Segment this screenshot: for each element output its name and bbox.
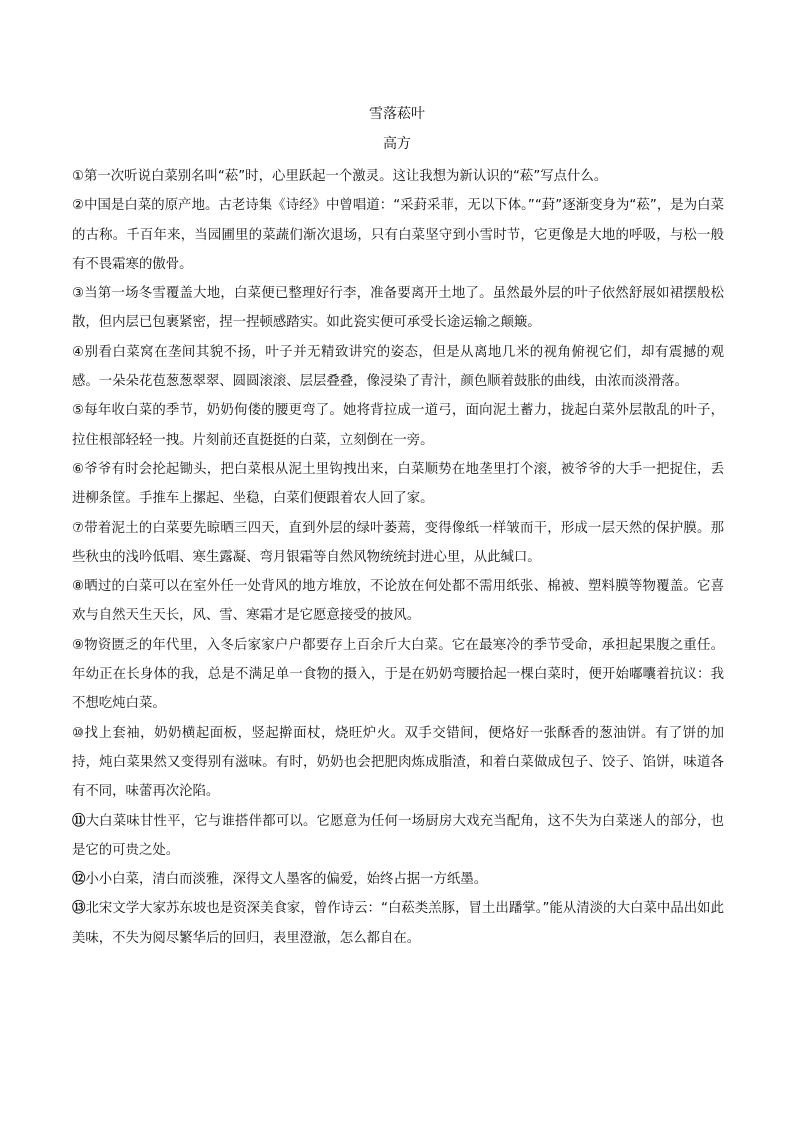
paragraph-number: ⑧ <box>72 579 85 595</box>
paragraph-number: ⑥ <box>72 461 85 477</box>
paragraph-4 <box>72 338 724 397</box>
paragraph-text: 第一次听说白菜别名叫“菘”时，心里跃起一个激灵。这让我想为新认识的“菘”写点什么。 <box>84 169 608 184</box>
paragraph-2 <box>72 191 724 279</box>
article-author: 高方 <box>383 136 411 152</box>
paragraph-number: ⑩ <box>72 725 85 741</box>
paragraph-number: ⑦ <box>72 520 85 536</box>
paragraph-text: 大白菜味甘性平，它与谁搭伴都可以。它愿意为任何一场厨房大戏充当配角，这不失为白菜迷人的部分，也是它的可贵之处。 <box>72 813 725 858</box>
paragraph-text: 物资匮乏的年代里，入冬后家家户户都要存上百余斤大白菜。它在最寒冷的季节受命，承担起果腹之重任。年幼正在长身体的我，总是不满足单一食物的摄入，于是在奶奶弯腰拾起一棵白菜时，便开始嘟囔着抗议：我不想吃炖白菜。 <box>72 637 724 712</box>
paragraph-number: ③ <box>72 286 85 302</box>
paragraph-text: 中国是白菜的原产地。古老诗集《诗经》中曾唱道：“采葑采菲，无以下体。”“葑”逐渐变身为“菘”，是为白菜的古称。千百年来，当园圃里的菜蔬们渐次退场，只有白菜坚守到小雪时节，它更像是大地的呼吸，与松一般有不畏霜寒的傲骨。 <box>72 198 724 272</box>
paragraph-1 <box>72 162 724 191</box>
paragraph-number: ⑫ <box>72 872 86 888</box>
article-body <box>72 162 724 953</box>
paragraph-7 <box>72 514 724 573</box>
paragraph-10 <box>72 719 724 807</box>
paragraph-8 <box>72 572 724 631</box>
paragraph-text: 爷爷有时会抡起锄头，把白菜根从泥土里钩拽出来，白菜顺势在地垄里打个滚，被爷爷的大手一把捉住，丢进柳条筐。手推车上摞起、坐稳，白菜们便跟着农人回了家。 <box>72 461 724 507</box>
paragraph-number: ⑪ <box>72 813 86 829</box>
paragraph-6 <box>72 455 724 514</box>
paragraph-11 <box>72 807 724 866</box>
paragraph-text: 当第一场冬雪覆盖大地，白菜便已整理好行李，准备要离开土地了。虽然最外层的叶子依然舒展如裙摆般松散，但内层已包裹紧密，捏一捏顿感踏实。如此瓷实便可承受长途运输之颠簸。 <box>72 286 724 331</box>
paragraph-number: ⑤ <box>72 403 85 419</box>
paragraph-number: ⑨ <box>72 637 85 653</box>
paragraph-number: ⑬ <box>72 901 86 917</box>
paragraph-text: 晒过的白菜可以在室外任一处背风的地方堆放，不论放在何处都不需用纸张、棉被、塑料膜等物覆盖。它喜欢与自然天生天长，风、雪、寒霜才是它愿意接受的披风。 <box>72 579 724 624</box>
paragraph-text: 找上套袖，奶奶横起面板，竖起擀面杖，烧旺炉火。双手交错间，便烙好一张酥香的葱油饼。有了饼的加持，炖白菜果然又变得别有滋味。有时，奶奶也会把肥肉炼成脂渣，和着白菜做成包子、饺子、馅饼，味道各有不同，味蕾再次沦陷。 <box>72 725 724 800</box>
paragraph-5 <box>72 396 724 455</box>
paragraph-12 <box>72 865 724 894</box>
article-title: 雪落菘叶 <box>369 106 425 122</box>
paragraph-text: 小小白菜，清白而淡雅，深得文人墨客的偏爱，始终占据一方纸墨。 <box>85 872 488 888</box>
paragraph-9 <box>72 631 724 719</box>
paragraph-number: ② <box>72 198 85 214</box>
paragraph-text: 北宋文学大家苏东坡也是资深美食家，曾作诗云：“白菘类羔豚，冒土出蹯掌。”能从清淡的大白菜中品出如此美味，不失为阅尽繁华后的回归，表里澄澈，怎么都自在。 <box>72 901 725 946</box>
paragraph-3 <box>72 279 724 338</box>
paragraph-13 <box>72 894 724 953</box>
paragraph-number: ④ <box>72 344 85 360</box>
paragraph-number: ① <box>72 169 85 184</box>
paragraph-text: 带着泥土的白菜要先晾晒三四天，直到外层的绿叶萎蔫，变得像纸一样皱而干，形成一层天然的保护膜。那些秋虫的浅吟低唱、寒生露凝、弯月银霜等自然风物统统封进心里，从此缄口。 <box>72 520 724 565</box>
paragraph-text: 别看白菜窝在垄间其貌不扬，叶子并无精致讲究的姿态，但是从离地几米的视角俯视它们，却有震撼的观感。一朵朵花苞葱葱翠翠、圆圆滚滚、层层叠叠，像浸染了青汁，颜色顺着鼓胀的曲线，由浓而淡滑落。 <box>72 344 724 390</box>
paragraph-text: 每年收白菜的季节，奶奶佝偻的腰更弯了。她将背拉成一道弓，面向泥土蓄力，拢起白菜外层散乱的叶子，拉住根部轻轻一拽。片刻前还直挺挺的白菜，立刻倒在一旁。 <box>72 403 724 448</box>
